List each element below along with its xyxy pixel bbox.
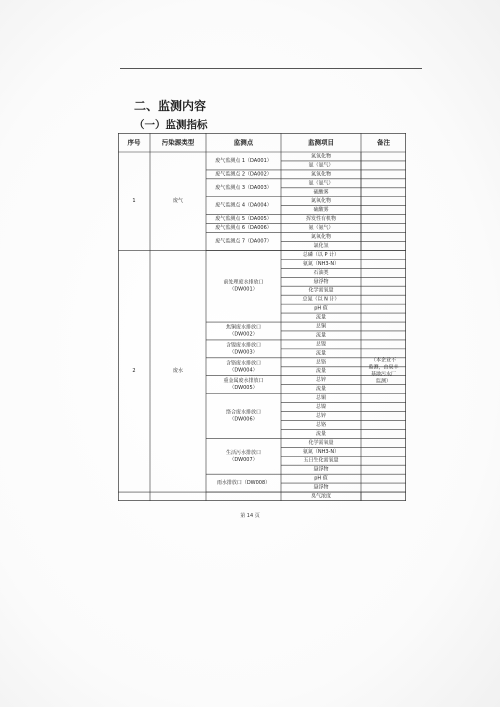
type-cell: 废气 bbox=[172, 198, 184, 205]
item-cell: 流量 bbox=[315, 350, 327, 357]
header-cell: 污染源类型 bbox=[161, 138, 195, 147]
item-cell: 臭气浓度 bbox=[310, 493, 332, 500]
item-cell: 氨（氨气） bbox=[308, 225, 334, 232]
header-cell: 监测点 bbox=[233, 138, 254, 147]
item-cell: 石油类 bbox=[313, 269, 329, 276]
item-cell: 总氮（以 N 计） bbox=[302, 296, 340, 303]
item-cell: 总锌 bbox=[315, 377, 327, 384]
section-title: 二、监测内容 bbox=[134, 99, 207, 113]
remark-cell: 基地污水厂 bbox=[370, 371, 397, 378]
subsection-title: （一）监测指标 bbox=[134, 119, 208, 131]
item-cell: 悬浮物 bbox=[313, 466, 329, 473]
point-cell: （DW006） bbox=[229, 416, 258, 423]
point-cell: 含镍废水排放口 bbox=[225, 342, 262, 349]
point-cell: （DW005） bbox=[229, 385, 258, 392]
point-cell: （DW003） bbox=[229, 349, 258, 356]
item-cell: 化学需氧量 bbox=[308, 439, 334, 446]
item-cell: 氮氧化物 bbox=[310, 171, 332, 178]
item-cell: 总磷（以 P 计） bbox=[302, 251, 340, 258]
item-cell: 挥发性有机物 bbox=[305, 216, 337, 223]
item-cell: 氨氮（NH3-N） bbox=[302, 448, 340, 455]
header-cell: 监测项目 bbox=[308, 138, 334, 147]
point-cell: 重金属废水排放口 bbox=[223, 378, 264, 385]
item-cell: 氮氧化物 bbox=[310, 153, 332, 160]
item-cell: 五日生化需氧量 bbox=[303, 457, 339, 464]
point-cell: 废气监测点 6（DA006） bbox=[215, 225, 272, 232]
item-cell: 总铬 bbox=[315, 421, 327, 428]
point-cell: 废气监测点 1（DA001） bbox=[215, 157, 272, 164]
monitoring-table bbox=[118, 133, 406, 501]
point-cell: （DW001） bbox=[229, 286, 258, 293]
point-cell: 废气监测点 4（DA004） bbox=[215, 202, 272, 209]
item-cell: pH 值 bbox=[314, 475, 328, 482]
point-cell: 含铬废水排放口 bbox=[225, 360, 262, 367]
item-cell: 悬浮物 bbox=[313, 278, 329, 285]
header-cell: 序号 bbox=[127, 138, 141, 147]
item-cell: 流量 bbox=[315, 332, 327, 339]
point-cell: 络合废水排放口 bbox=[225, 409, 262, 416]
point-cell: 前处理废水排放口 bbox=[223, 279, 264, 286]
point-cell: （DW002） bbox=[229, 331, 258, 338]
item-cell: 流量 bbox=[315, 368, 327, 375]
remark-cell: （本企业不 bbox=[370, 357, 397, 364]
item-cell: 总铜 bbox=[315, 323, 327, 330]
item-cell: 氨氮（NH3-N） bbox=[302, 260, 340, 267]
item-cell: 总锌 bbox=[315, 412, 327, 419]
point-cell: 生活污水排放口 bbox=[225, 449, 262, 456]
item-cell: 氨（氨气） bbox=[308, 180, 334, 187]
item-cell: 悬浮物 bbox=[313, 484, 329, 491]
seq-cell: 2 bbox=[132, 368, 136, 375]
item-cell: 总铜 bbox=[315, 395, 327, 402]
item-cell: 硫酸雾 bbox=[313, 189, 329, 196]
point-cell: （DW007） bbox=[229, 456, 258, 463]
remark-cell: 监测，由泉丰 bbox=[368, 364, 399, 371]
seq-cell: 1 bbox=[132, 198, 136, 205]
point-cell: 废气监测点 7（DA007） bbox=[215, 238, 272, 245]
item-cell: 氮氧化物 bbox=[310, 234, 332, 241]
item-cell: 硫酸雾 bbox=[313, 207, 329, 214]
item-cell: 氨（氨气） bbox=[308, 162, 334, 169]
page-number: 第 14 页 bbox=[240, 513, 260, 519]
point-cell: 焦铜废水排放口 bbox=[225, 324, 262, 331]
header-cell: 备注 bbox=[377, 138, 390, 147]
type-cell: 废水 bbox=[172, 368, 184, 375]
point-cell: 废气监测点 2（DA002） bbox=[215, 171, 272, 178]
header-rule bbox=[120, 68, 422, 69]
item-cell: pH 值 bbox=[314, 305, 328, 312]
item-cell: 总镍 bbox=[315, 341, 327, 348]
item-cell: 化学需氧量 bbox=[308, 287, 334, 294]
point-cell: 废气监测点 3（DA003） bbox=[215, 184, 272, 191]
item-cell: 氮氧化物 bbox=[310, 198, 332, 205]
item-cell: 氯化氢 bbox=[313, 242, 329, 249]
point-cell: （DW004） bbox=[229, 367, 258, 374]
item-cell: 总镍 bbox=[315, 404, 327, 411]
item-cell: 流量 bbox=[315, 386, 327, 393]
item-cell: 流量 bbox=[315, 430, 327, 437]
point-cell: 雨水排放口（DW008） bbox=[216, 480, 271, 487]
item-cell: 流量 bbox=[315, 314, 327, 321]
remark-cell: 监测） bbox=[375, 378, 392, 385]
item-cell: 总铬 bbox=[315, 359, 327, 366]
point-cell: 废气监测点 5（DA005） bbox=[215, 216, 272, 223]
table-svg bbox=[118, 133, 406, 501]
